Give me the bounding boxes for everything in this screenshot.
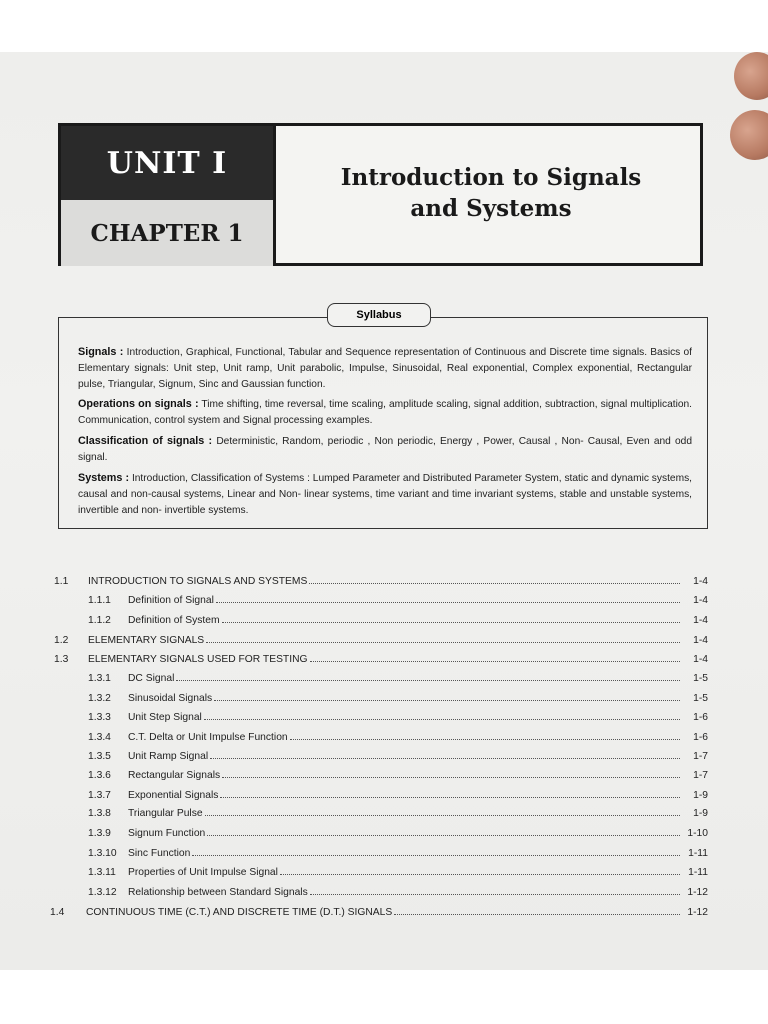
- toc-leader-dots: [192, 855, 680, 856]
- toc-title: Properties of Unit Impulse Signal: [128, 867, 278, 878]
- toc-title: Rectangular Signals: [128, 770, 221, 781]
- toc-leader-dots: [280, 874, 680, 875]
- toc-title: INTRODUCTION TO SIGNALS AND SYSTEMS: [88, 576, 308, 587]
- syllabus-label: Syllabus: [327, 303, 431, 327]
- toc-number: 1.1.1: [88, 595, 111, 606]
- syllabus-text: Introduction, Graphical, Functional, Tabular and Sequence representation of Continuous and Discrete time signals. Basics of Elementary signals: Unit step, Unit ramp, Unit parabolic, Impulse, Sinusoidal, Real exponential, Complex exponential, Rectangular pulse, Triangular, Signum, Sinc and Gaussian function.: [78, 347, 692, 390]
- toc-row: [88, 704, 708, 723]
- toc-row: [88, 800, 708, 819]
- syllabus-head: Classification of signals :: [78, 435, 213, 447]
- toc-number: 1.1.2: [88, 615, 111, 626]
- syllabus-signals: [78, 344, 692, 393]
- syllabus-text: Introduction, Classification of Systems : Lumped Parameter and Distributed Parameter System, static and dynamic systems, causal and non-causal systems, Linear and Non- linear systems, time variant and time invariant systems, stable and unstable systems, invertible and non- invertible systems.: [78, 473, 692, 516]
- toc-number: 1.3.4: [88, 732, 111, 743]
- syllabus-head: Signals :: [78, 346, 124, 358]
- toc-title: DC Signal: [128, 673, 175, 684]
- toc-leader-dots: [310, 661, 680, 662]
- toc-page-number: 1-9: [693, 808, 708, 819]
- toc-title: Triangular Pulse: [128, 808, 203, 819]
- toc-page-number: 1-4: [693, 615, 708, 626]
- toc-row: [54, 646, 708, 665]
- toc-title: Signum Function: [128, 828, 206, 839]
- toc-number: 1.3: [54, 654, 69, 665]
- toc-leader-dots: [310, 894, 680, 895]
- toc-leader-dots: [222, 622, 680, 623]
- syllabus-text: Deterministic, Random, periodic , Non periodic, Energy , Power, Causal , Non- Causal, Even and odd signal.: [78, 436, 692, 463]
- toc-title: Definition of Signal: [128, 595, 214, 606]
- toc-row: [54, 568, 708, 587]
- toc-leader-dots: [309, 583, 680, 584]
- toc-page-number: 1-12: [687, 887, 708, 898]
- syllabus-classification: [78, 433, 692, 466]
- chapter-label: CHAPTER 1: [61, 200, 273, 266]
- toc-leader-dots: [176, 680, 680, 681]
- toc-number: 1.3.10: [88, 848, 117, 859]
- toc-page-number: 1-12: [687, 907, 708, 918]
- toc-row: [50, 899, 708, 918]
- toc-leader-dots: [214, 700, 680, 701]
- toc-number: 1.3.7: [88, 790, 111, 801]
- toc-number: 1.3.2: [88, 693, 111, 704]
- syllabus-head: Operations on signals :: [78, 398, 199, 410]
- toc-number: 1.3.5: [88, 751, 111, 762]
- toc-row: [88, 587, 708, 606]
- toc-title: Unit Ramp Signal: [128, 751, 209, 762]
- toc-title: C.T. Delta or Unit Impulse Function: [128, 732, 288, 743]
- toc-leader-dots: [220, 797, 680, 798]
- syllabus-operations: [78, 396, 692, 429]
- toc-title: Sinc Function: [128, 848, 191, 859]
- chapter-title: [301, 162, 681, 224]
- toc-title: Exponential Signals: [128, 790, 219, 801]
- header-divider: [273, 126, 276, 266]
- toc-row: [54, 627, 708, 646]
- toc-page-number: 1-5: [693, 673, 708, 684]
- toc-page-number: 1-10: [687, 828, 708, 839]
- toc-title: Relationship between Standard Signals: [128, 887, 308, 898]
- syllabus-head: Systems :: [78, 472, 130, 484]
- toc-page-number: 1-7: [693, 770, 708, 781]
- toc-row: [88, 782, 708, 801]
- toc-page-number: 1-5: [693, 693, 708, 704]
- toc-number: 1.3.12: [88, 887, 117, 898]
- toc-row: [88, 743, 708, 762]
- chapter-title-line-2: and Systems: [410, 195, 572, 222]
- toc-number: 1.3.3: [88, 712, 111, 723]
- toc-page-number: 1-4: [693, 635, 708, 646]
- toc-page-number: 1-4: [693, 654, 708, 665]
- toc-page-number: 1-6: [693, 712, 708, 723]
- toc-row: [88, 879, 708, 898]
- toc-page-number: 1-4: [693, 595, 708, 606]
- toc-row: [88, 607, 708, 626]
- syllabus-systems: [78, 470, 692, 519]
- toc-number: 1.4: [50, 907, 65, 918]
- toc-leader-dots: [206, 642, 680, 643]
- toc-row: [88, 724, 708, 743]
- toc-title: Unit Step Signal: [128, 712, 202, 723]
- toc-leader-dots: [216, 602, 680, 603]
- chapter-header: [58, 123, 703, 266]
- toc-leader-dots: [222, 777, 680, 778]
- toc-title: CONTINUOUS TIME (C.T.) AND DISCRETE TIME (D.T.) SIGNALS: [86, 907, 393, 918]
- toc-row: [88, 665, 708, 684]
- toc-leader-dots: [394, 914, 680, 915]
- toc-row: [88, 859, 708, 878]
- toc-number: 1.3.1: [88, 673, 111, 684]
- toc-number: 1.3.6: [88, 770, 111, 781]
- toc-number: 1.3.8: [88, 808, 111, 819]
- toc-row: [88, 762, 708, 781]
- toc-title: Definition of System: [128, 615, 220, 626]
- chapter-title-line-1: Introduction to Signals: [340, 164, 642, 191]
- toc-page-number: 1-9: [693, 790, 708, 801]
- toc-title: ELEMENTARY SIGNALS: [88, 635, 205, 646]
- toc-title: ELEMENTARY SIGNALS USED FOR TESTING: [88, 654, 308, 665]
- toc-page-number: 1-7: [693, 751, 708, 762]
- syllabus-text: Time shifting, time reversal, time scaling, amplitude scaling, signal addition, subtraction, signal multiplication. Communication, control system and Signal processing examples.: [78, 399, 692, 426]
- toc-title: Sinusoidal Signals: [128, 693, 213, 704]
- unit-label: UNIT I: [61, 126, 273, 200]
- toc-page-number: 1-11: [688, 848, 708, 859]
- toc-leader-dots: [205, 815, 680, 816]
- toc-page-number: 1-6: [693, 732, 708, 743]
- toc-number: 1.1: [54, 576, 69, 587]
- toc-leader-dots: [204, 719, 680, 720]
- toc-row: [88, 685, 708, 704]
- toc-number: 1.3.11: [88, 867, 116, 878]
- toc-row: [88, 840, 708, 859]
- toc-leader-dots: [210, 758, 680, 759]
- toc-number: 1.2: [54, 635, 69, 646]
- toc-number: 1.3.9: [88, 828, 111, 839]
- toc-row: [88, 820, 708, 839]
- toc-page-number: 1-4: [693, 576, 708, 587]
- toc-page-number: 1-11: [688, 867, 708, 878]
- toc-leader-dots: [207, 835, 680, 836]
- toc-leader-dots: [290, 739, 680, 740]
